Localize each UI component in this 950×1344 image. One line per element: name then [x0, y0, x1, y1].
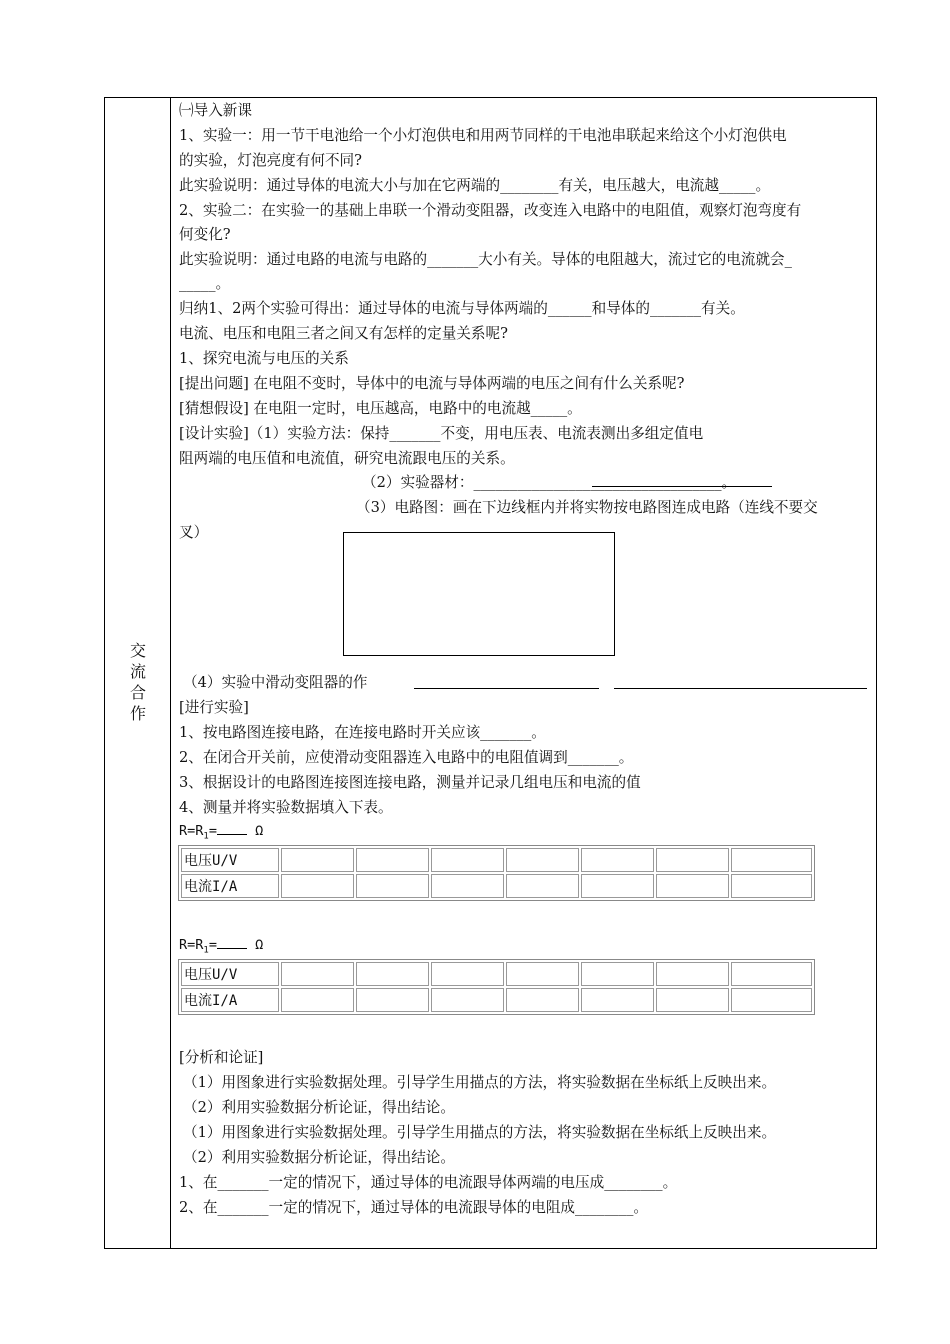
text-line: 此实验说明：通过电路的电流与电路的_______大小有关。导体的电阻越大，流过它的电流就会_ — [179, 251, 792, 268]
text-line: 1、实验一：用一节干电池给一个小灯泡供电和用两节同样的干电池串联起来给这个小灯泡供电 — [179, 127, 787, 144]
text-line: （2）实验器材：__________________________________。 — [362, 474, 737, 491]
text-line: （2）利用实验数据分析论证，得出结论。 — [183, 1099, 455, 1116]
data-cell[interactable] — [581, 848, 654, 872]
data-cell[interactable] — [281, 848, 354, 872]
text-line: 的实验，灯泡亮度有何不同? — [179, 152, 362, 169]
text-line: [分析和论证] — [179, 1049, 264, 1066]
data-cell[interactable] — [506, 848, 579, 872]
text-line: _____。 — [179, 275, 231, 292]
data-cell[interactable] — [356, 962, 429, 986]
data-cell[interactable] — [656, 988, 729, 1012]
text-line: 此实验说明：通过导体的电流大小与加在它两端的________有关，电压越大，电流越_____。 — [179, 177, 771, 194]
data-cell[interactable] — [731, 962, 812, 986]
text-line: 阻两端的电压值和电流值，研究电流跟电压的关系。 — [179, 450, 515, 467]
text-line: （2）利用实验数据分析论证，得出结论。 — [183, 1149, 455, 1166]
text-line: [猜想假设] 在电阻一定时，电压越高，电路中的电流越_____。 — [179, 400, 582, 417]
data-cell[interactable] — [506, 874, 579, 898]
text-line: [提出问题] 在电阻不变时，导体中的电流与导体两端的电压之间有什么关系呢? — [179, 375, 685, 392]
materials-underline — [592, 486, 772, 487]
data-cell[interactable] — [656, 962, 729, 986]
side-label-communication-cooperation — [128, 640, 148, 724]
data-cell[interactable] — [356, 848, 429, 872]
table-row — [181, 874, 812, 898]
text-line: [进行实验] — [179, 699, 249, 716]
text-line: （4）实验中滑动变阻器的作 — [183, 674, 368, 691]
data-cell[interactable] — [356, 988, 429, 1012]
text-line: 1、在_______一定的情况下，通过导体的电流跟导体两端的电压成________。 — [179, 1174, 678, 1191]
data-cell[interactable] — [581, 962, 654, 986]
text-line: 4、测量并将实验数据填入下表。 — [179, 799, 393, 816]
data-cell[interactable] — [431, 962, 504, 986]
text-line: [设计实验]（1）实验方法：保持_______不变，用电压表、电流表测出多组定值电 — [179, 425, 704, 442]
text-line: （1）用图象进行实验数据处理。引导学生用描点的方法，将实验数据在坐标纸上反映出来。 — [183, 1074, 777, 1091]
resistance-label-2: $R=R_1= \Omega$ — [179, 937, 264, 956]
text-line: 何变化? — [179, 226, 231, 243]
data-cell[interactable] — [656, 874, 729, 898]
text-line: 2、在闭合开关前，应使滑动变阻器连入电路中的电阻值调到_______。 — [179, 749, 634, 766]
current-header: 电流I/A — [181, 874, 279, 898]
text-line: 2、在_______一定的情况下，通过导体的电流跟导体的电阻成________。 — [179, 1199, 648, 1216]
text-line: 1、探究电流与电压的关系 — [179, 350, 349, 367]
text-line: ㈠导入新课 — [179, 102, 252, 119]
text-line: 3、根据设计的电路图连接图连接电路，测量并记录几组电压和电流的值 — [179, 774, 641, 791]
data-cell[interactable] — [431, 988, 504, 1012]
rheostat-answer-underline-2 — [614, 688, 867, 689]
data-cell[interactable] — [581, 874, 654, 898]
table-row — [181, 988, 812, 1012]
table-row — [181, 848, 812, 872]
data-cell[interactable] — [731, 874, 812, 898]
data-cell[interactable] — [506, 962, 579, 986]
text-line: （3）电路图：画在下边线框内并将实物按电路图连成电路（连线不要交 — [356, 499, 818, 516]
text-line: 2、实验二：在实验一的基础上串联一个滑动变阻器，改变连入电路中的电阻值，观察灯泡弯度有 — [179, 202, 802, 219]
voltage-header: 电压U/V — [181, 848, 279, 872]
data-table-1 — [178, 845, 815, 901]
resistance-label-1: $R=R_1= \Omega$ — [179, 823, 264, 842]
data-cell[interactable] — [731, 988, 812, 1012]
data-cell[interactable] — [581, 988, 654, 1012]
voltage-header: 电压U/V — [181, 962, 279, 986]
data-cell[interactable] — [356, 874, 429, 898]
table-row — [181, 962, 812, 986]
data-cell[interactable] — [656, 848, 729, 872]
text-line: 叉） — [179, 524, 209, 541]
column-divider — [170, 97, 171, 1249]
current-header: 电流I/A — [181, 988, 279, 1012]
data-table-2 — [178, 959, 815, 1015]
side-label-char: 作 — [129, 704, 146, 723]
rheostat-answer-underline-1 — [414, 688, 599, 689]
text-line: （1）用图象进行实验数据处理。引导学生用描点的方法，将实验数据在坐标纸上反映出来。 — [183, 1124, 777, 1141]
text-line: 1、按电路图连接电路，在连接电路时开关应该_______。 — [179, 724, 546, 741]
data-cell[interactable] — [281, 988, 354, 1012]
data-cell[interactable] — [731, 848, 812, 872]
text-line: 归纳1、2两个实验可得出：通过导体的电流与导体两端的______和导体的_______有关。 — [179, 300, 745, 317]
circuit-diagram-box — [343, 532, 615, 656]
side-label-char: 流 — [129, 662, 146, 681]
side-label-char: 交 — [129, 641, 146, 660]
text-line: 电流、电压和电阻三者之间又有怎样的定量关系呢? — [179, 325, 508, 342]
side-label-char: 合 — [129, 683, 146, 702]
data-cell[interactable] — [281, 874, 354, 898]
data-cell[interactable] — [281, 962, 354, 986]
data-cell[interactable] — [431, 874, 504, 898]
data-cell[interactable] — [506, 988, 579, 1012]
data-cell[interactable] — [431, 848, 504, 872]
